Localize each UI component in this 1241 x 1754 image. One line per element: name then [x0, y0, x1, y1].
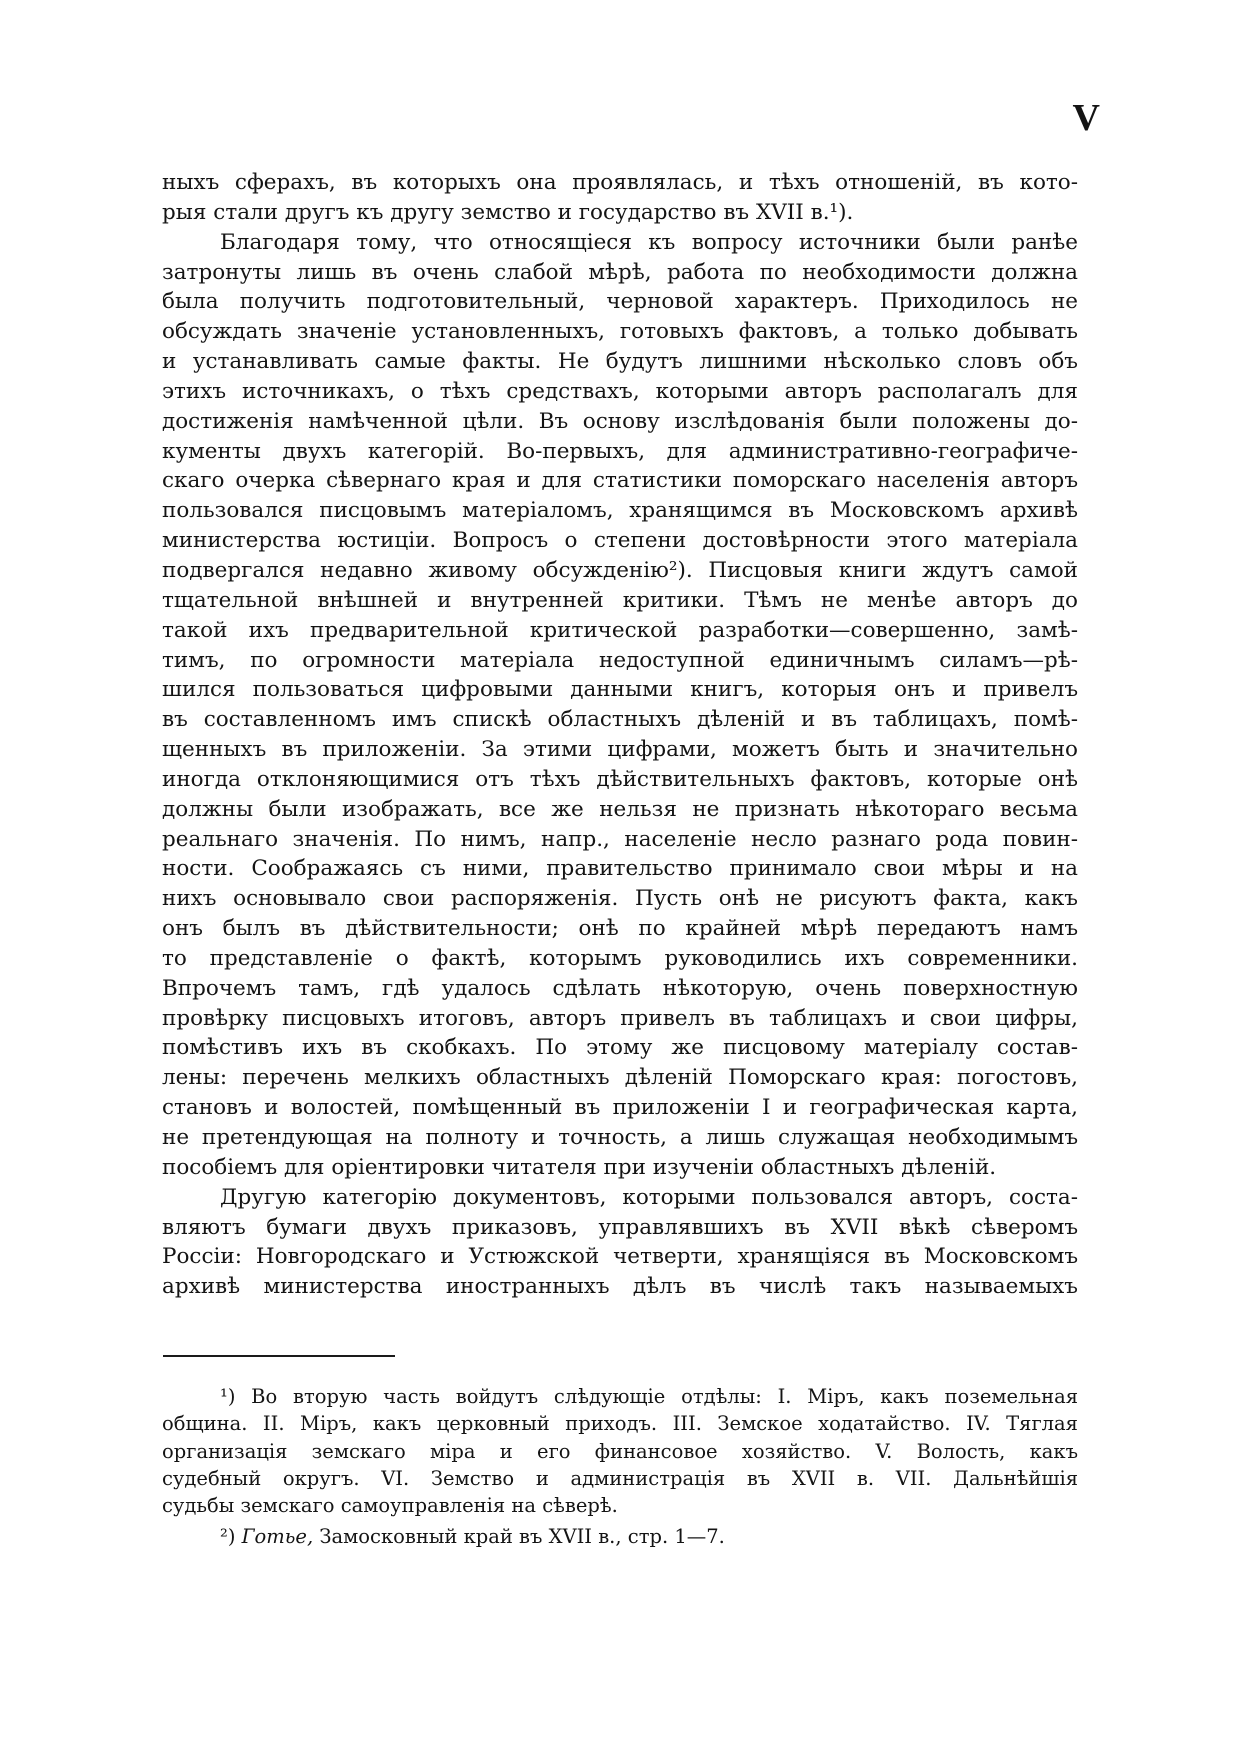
body-line: шился пользоваться цифровыми данными книгъ, которыя онъ и привелъ [162, 677, 1078, 703]
body-line: не претендующая на полноту и точность, а лишь служащая необходимымъ [162, 1125, 1078, 1150]
body-line: должны были изображать, все же нельзя не признать нѣкотораго весьма [162, 796, 1078, 822]
body-line: этихъ источникахъ, о тѣхъ средствахъ, которыми авторъ располагалъ для [162, 378, 1078, 404]
body-line: скаго очерка сѣвернаго края и для статистики поморскаго населенія авторъ [162, 468, 1078, 494]
body-line: была получить подготовительный, черновой характеръ. Приходилось не [162, 289, 1078, 315]
body-line: лены: перечень мелкихъ областныхъ дѣленій Поморскаго края: погостовъ, [162, 1065, 1078, 1091]
body-line: достиженія намѣченной цѣли. Въ основу изслѣдованія были положены до- [162, 408, 1078, 434]
body-line: Россіи: Новгородскаго и Устюжской четверти, хранящіяся въ Московскомъ [162, 1244, 1078, 1270]
body-line: вляютъ бумаги двухъ приказовъ, управлявшихъ въ XVII вѣкѣ сѣверомъ [162, 1214, 1078, 1240]
body-line: Другую категорію документовъ, которыми пользовался авторъ, соста- [220, 1184, 1078, 1210]
body-line: рыя стали другъ къ другу земство и государство въ XVII в.¹). [162, 199, 854, 225]
body-line: онъ былъ въ дѣйствительности; онѣ по крайней мѣрѣ передаютъ намъ [162, 916, 1078, 942]
body-line: министерства юстиціи. Вопросъ о степени достовѣрности этого матеріала [162, 528, 1078, 554]
footnote-2 [162, 1523, 1078, 1550]
footnote-2-marker: ²) [220, 1525, 236, 1549]
body-line: ности. Соображаясь съ ними, правительство принимало свои мѣры и на [162, 856, 1078, 882]
body-line: нихъ основывало свои распоряженія. Пусть онѣ не рисуютъ факта, какъ [162, 886, 1078, 912]
body-line: подвергался недавно живому обсужденію²). Писцовыя книги ждутъ самой [162, 557, 1078, 583]
footnote-1-line: судьбы земскаго самоуправленія на сѣверѣ. [162, 1494, 618, 1518]
footnotes [162, 1383, 1078, 1551]
footnote-1-line: судебный округъ. VI. Земство и администрація въ XVII в. VII. Дальнѣйшія [162, 1466, 1078, 1490]
footnote-divider [163, 1355, 395, 1357]
footnote-1-line: община. II. Міръ, какъ церковный приходъ. III. Земское ходатайство. IV. Тяглая [162, 1412, 1078, 1436]
body-line: помѣстивъ ихъ въ скобкахъ. По этому же писцовому матеріалу состав- [162, 1035, 1078, 1061]
body-line: Благодаря тому, что относящіеся къ вопросу источники были ранѣе [220, 229, 1078, 255]
footnote-1-line: ¹) Во вторую часть войдутъ слѣдующіе отдѣлы: I. Міръ, какъ поземельная [220, 1385, 1078, 1408]
body-line: архивѣ министерства иностранныхъ дѣлъ въ числѣ такъ называемыхъ [162, 1274, 1078, 1300]
body-line: въ составленномъ имъ спискѣ областныхъ дѣленій и въ таблицахъ, помѣ- [162, 707, 1078, 733]
body-line: и устанавливать самые факты. Не будутъ лишними нѣсколько словъ объ [162, 349, 1078, 375]
body-line: затронуты лишь въ очень слабой мѣрѣ, работа по необходимости должна [162, 259, 1078, 285]
body-text [162, 168, 1078, 1302]
footnote-2-author: Готье, [241, 1525, 314, 1549]
body-line: такой ихъ предварительной критической разработки—совершенно, замѣ- [162, 617, 1078, 643]
body-line: то представленіе о фактѣ, которымъ руководились ихъ современники. [162, 945, 1078, 971]
body-line: провѣрку писцовыхъ итоговъ, авторъ привелъ въ таблицахъ и свои цифры, [162, 1005, 1078, 1031]
body-line: тимъ, по огромности матеріала недоступной единичнымъ силамъ—рѣ- [162, 647, 1078, 673]
body-line: кументы двухъ категорій. Во-первыхъ, для административно-географиче- [162, 438, 1078, 464]
body-line: Впрочемъ тамъ, гдѣ удалось сдѣлать нѣкоторую, очень поверхностную [162, 975, 1078, 1001]
footnote-1-line: организація земскаго міра и его финансовое хозяйство. V. Волость, какъ [162, 1439, 1078, 1463]
body-line: пользовался писцовымъ матеріаломъ, хранящимся въ Московскомъ архивѣ [162, 498, 1078, 524]
page-number: V [1072, 97, 1100, 139]
footnote-2-text: Замосковный край въ XVII в., стр. 1—7. [319, 1525, 725, 1549]
body-line: тщательной внѣшней и внутренней критики. Тѣмъ не менѣе авторъ до [162, 587, 1078, 613]
body-line: обсуждать значеніе установленныхъ, готовыхъ фактовъ, а только добывать [162, 319, 1078, 345]
body-line: пособіемъ для оріентировки читателя при изученіи областныхъ дѣленій. [162, 1154, 997, 1180]
body-line: становъ и волостей, помѣщенный въ приложеніи I и географическая карта, [162, 1095, 1078, 1121]
body-line: ныхъ сферахъ, въ которыхъ она проявлялась, и тѣхъ отношеній, въ кото- [162, 170, 1078, 195]
body-line: щенныхъ въ приложеніи. За этими цифрами, можетъ быть и значительно [162, 737, 1078, 763]
body-line: иногда отклоняющимися отъ тѣхъ дѣйствительныхъ фактовъ, которые онѣ [162, 766, 1078, 792]
body-line: реальнаго значенія. По нимъ, напр., населеніе несло разнаго рода повин- [162, 826, 1078, 852]
